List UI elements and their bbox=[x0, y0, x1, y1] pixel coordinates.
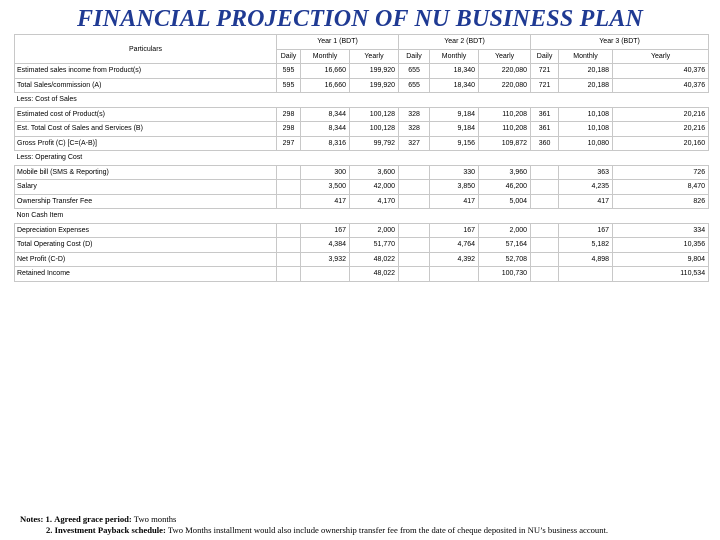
table-cell bbox=[277, 267, 301, 282]
table-row bbox=[15, 252, 709, 267]
note-1-text: Two months bbox=[133, 514, 177, 524]
subheader-yearly: Yearly bbox=[479, 49, 531, 64]
table-cell bbox=[399, 223, 430, 238]
table-row bbox=[15, 136, 709, 151]
table-cell: 220,080 bbox=[479, 64, 531, 79]
table-row bbox=[15, 223, 709, 238]
table-cell: 361 bbox=[531, 122, 559, 137]
subheader-yearly: Yearly bbox=[350, 49, 399, 64]
table-cell: 18,340 bbox=[430, 78, 479, 93]
table-cell: 10,080 bbox=[559, 136, 613, 151]
row-label: Ownership Transfer Fee bbox=[15, 194, 277, 209]
table-cell bbox=[399, 165, 430, 180]
table-cell: 10,108 bbox=[559, 122, 613, 137]
row-label: Estimated cost of Product(s) bbox=[15, 107, 277, 122]
table-cell: 4,384 bbox=[301, 238, 350, 253]
table-cell: 18,340 bbox=[430, 64, 479, 79]
table-cell: 334 bbox=[613, 223, 709, 238]
table-cell bbox=[277, 238, 301, 253]
table-cell: 655 bbox=[399, 78, 430, 93]
table-row bbox=[15, 238, 709, 253]
table-cell: 4,235 bbox=[559, 180, 613, 195]
table-cell: 4,392 bbox=[430, 252, 479, 267]
table-cell: 361 bbox=[531, 107, 559, 122]
table-cell: 655 bbox=[399, 64, 430, 79]
table-cell: 199,920 bbox=[350, 64, 399, 79]
table-cell bbox=[430, 267, 479, 282]
table-cell: 220,080 bbox=[479, 78, 531, 93]
section-row bbox=[15, 93, 709, 108]
table-cell bbox=[301, 267, 350, 282]
table-cell bbox=[399, 252, 430, 267]
section-label: Less: Operating Cost bbox=[15, 151, 709, 166]
table-cell: 300 bbox=[301, 165, 350, 180]
page-title: FINANCIAL PROJECTION OF NU BUSINESS PLAN bbox=[76, 6, 644, 32]
table-cell bbox=[531, 194, 559, 209]
table-cell: 3,932 bbox=[301, 252, 350, 267]
table-cell: 4,898 bbox=[559, 252, 613, 267]
table-cell: 20,188 bbox=[559, 64, 613, 79]
table-cell: 826 bbox=[613, 194, 709, 209]
table-cell bbox=[531, 267, 559, 282]
financial-projection-table bbox=[14, 34, 709, 282]
section-row bbox=[15, 151, 709, 166]
table-cell: 16,660 bbox=[301, 64, 350, 79]
subheader-monthly: Monthly bbox=[559, 49, 613, 64]
table-cell bbox=[277, 180, 301, 195]
table-cell: 417 bbox=[430, 194, 479, 209]
note-1-number: 1. bbox=[45, 514, 52, 524]
table-row bbox=[15, 165, 709, 180]
table-cell: 100,128 bbox=[350, 122, 399, 137]
table-cell: 721 bbox=[531, 64, 559, 79]
row-label: Depreciation Expenses bbox=[15, 223, 277, 238]
table-cell bbox=[399, 238, 430, 253]
table-cell: 298 bbox=[277, 122, 301, 137]
note-2 bbox=[20, 525, 714, 536]
row-label: Retained Income bbox=[15, 267, 277, 282]
table-row bbox=[15, 78, 709, 93]
table-cell: 4,170 bbox=[350, 194, 399, 209]
table-cell: 417 bbox=[559, 194, 613, 209]
table-cell: 8,316 bbox=[301, 136, 350, 151]
section-label: Less: Cost of Sales bbox=[15, 93, 709, 108]
table-cell: 9,156 bbox=[430, 136, 479, 151]
table-cell: 5,182 bbox=[559, 238, 613, 253]
table-cell: 298 bbox=[277, 107, 301, 122]
table-cell: 167 bbox=[559, 223, 613, 238]
table-cell: 417 bbox=[301, 194, 350, 209]
table-cell: 327 bbox=[399, 136, 430, 151]
table-cell: 595 bbox=[277, 78, 301, 93]
table-cell: 10,356 bbox=[613, 238, 709, 253]
table-cell: 16,660 bbox=[301, 78, 350, 93]
table-cell bbox=[531, 165, 559, 180]
table-cell: 100,128 bbox=[350, 107, 399, 122]
table-cell: 110,208 bbox=[479, 107, 531, 122]
row-label: Salary bbox=[15, 180, 277, 195]
table-cell: 110,208 bbox=[479, 122, 531, 137]
row-label: Total Sales/commission (A) bbox=[15, 78, 277, 93]
table-cell: 8,344 bbox=[301, 122, 350, 137]
table-cell: 5,004 bbox=[479, 194, 531, 209]
notes bbox=[20, 514, 714, 536]
table-cell: 595 bbox=[277, 64, 301, 79]
note-1 bbox=[20, 514, 714, 525]
table-cell: 109,872 bbox=[479, 136, 531, 151]
subheader-daily: Daily bbox=[531, 49, 559, 64]
table-cell: 8,344 bbox=[301, 107, 350, 122]
table-cell: 110,534 bbox=[613, 267, 709, 282]
table-cell: 46,200 bbox=[479, 180, 531, 195]
note-2-text: Two Months installment would also include ownership transfer fee from the date of cheque deposited in NU’s business account. bbox=[167, 525, 609, 535]
table-cell: 48,022 bbox=[350, 267, 399, 282]
note-2-number: 2. bbox=[46, 525, 53, 535]
table-cell bbox=[531, 252, 559, 267]
subheader-monthly: Monthly bbox=[301, 49, 350, 64]
subheader-monthly: Monthly bbox=[430, 49, 479, 64]
section-row bbox=[15, 209, 709, 224]
table-cell bbox=[399, 194, 430, 209]
note-1-label: Agreed grace period: bbox=[54, 514, 132, 524]
notes-prefix: Notes: bbox=[20, 514, 44, 524]
table-row bbox=[15, 194, 709, 209]
table-cell: 20,216 bbox=[613, 107, 709, 122]
table-row bbox=[15, 267, 709, 282]
table-cell: 3,600 bbox=[350, 165, 399, 180]
table-cell: 99,792 bbox=[350, 136, 399, 151]
table-cell bbox=[559, 267, 613, 282]
table-cell: 9,184 bbox=[430, 122, 479, 137]
table-cell bbox=[399, 267, 430, 282]
table-row bbox=[15, 122, 709, 137]
table-cell: 42,000 bbox=[350, 180, 399, 195]
year-1-header: Year 1 (BDT) bbox=[277, 35, 399, 50]
particulars-header: Particulars bbox=[15, 35, 277, 64]
table-cell: 20,216 bbox=[613, 122, 709, 137]
table-row bbox=[15, 64, 709, 79]
table-cell: 51,770 bbox=[350, 238, 399, 253]
table-cell: 2,000 bbox=[479, 223, 531, 238]
table-cell: 167 bbox=[301, 223, 350, 238]
table-cell: 726 bbox=[613, 165, 709, 180]
table-cell: 10,108 bbox=[559, 107, 613, 122]
table-cell bbox=[399, 180, 430, 195]
table-cell: 4,764 bbox=[430, 238, 479, 253]
year-3-header: Year 3 (BDT) bbox=[531, 35, 709, 50]
table-cell: 20,160 bbox=[613, 136, 709, 151]
table-cell: 52,708 bbox=[479, 252, 531, 267]
row-label: Mobile bill (SMS & Reporting) bbox=[15, 165, 277, 180]
table-cell: 100,730 bbox=[479, 267, 531, 282]
row-label: Total Operating Cost (D) bbox=[15, 238, 277, 253]
table-cell: 20,188 bbox=[559, 78, 613, 93]
table-cell: 3,960 bbox=[479, 165, 531, 180]
table-cell: 363 bbox=[559, 165, 613, 180]
row-label: Net Profit (C-D) bbox=[15, 252, 277, 267]
year-2-header: Year 2 (BDT) bbox=[399, 35, 531, 50]
note-2-label: Investment Payback schedule: bbox=[54, 525, 166, 535]
table-cell: 3,850 bbox=[430, 180, 479, 195]
table-cell: 48,022 bbox=[350, 252, 399, 267]
table-cell: 721 bbox=[531, 78, 559, 93]
table-cell: 3,500 bbox=[301, 180, 350, 195]
table-cell: 9,804 bbox=[613, 252, 709, 267]
table-cell bbox=[277, 252, 301, 267]
table-cell: 57,164 bbox=[479, 238, 531, 253]
table-cell: 330 bbox=[430, 165, 479, 180]
subheader-yearly: Yearly bbox=[613, 49, 709, 64]
section-label: Non Cash Item bbox=[15, 209, 709, 224]
table-cell bbox=[531, 180, 559, 195]
table-row bbox=[15, 180, 709, 195]
table-cell bbox=[277, 223, 301, 238]
table-cell bbox=[531, 238, 559, 253]
table-body bbox=[15, 64, 709, 282]
table-cell: 40,376 bbox=[613, 64, 709, 79]
table-cell: 2,000 bbox=[350, 223, 399, 238]
table-cell bbox=[277, 165, 301, 180]
table-cell: 328 bbox=[399, 122, 430, 137]
table-cell: 9,184 bbox=[430, 107, 479, 122]
table-cell: 360 bbox=[531, 136, 559, 151]
subheader-daily: Daily bbox=[399, 49, 430, 64]
table-cell: 167 bbox=[430, 223, 479, 238]
table-cell: 40,376 bbox=[613, 78, 709, 93]
table-cell: 8,470 bbox=[613, 180, 709, 195]
row-label: Estimated sales income from Product(s) bbox=[15, 64, 277, 79]
table-cell: 297 bbox=[277, 136, 301, 151]
row-label: Est. Total Cost of Sales and Services (B) bbox=[15, 122, 277, 137]
table-cell bbox=[277, 194, 301, 209]
table-cell: 199,920 bbox=[350, 78, 399, 93]
table-row bbox=[15, 107, 709, 122]
subheader-daily: Daily bbox=[277, 49, 301, 64]
table-cell: 328 bbox=[399, 107, 430, 122]
row-label: Gross Profit (C) [C=(A-B)] bbox=[15, 136, 277, 151]
table-cell bbox=[531, 223, 559, 238]
